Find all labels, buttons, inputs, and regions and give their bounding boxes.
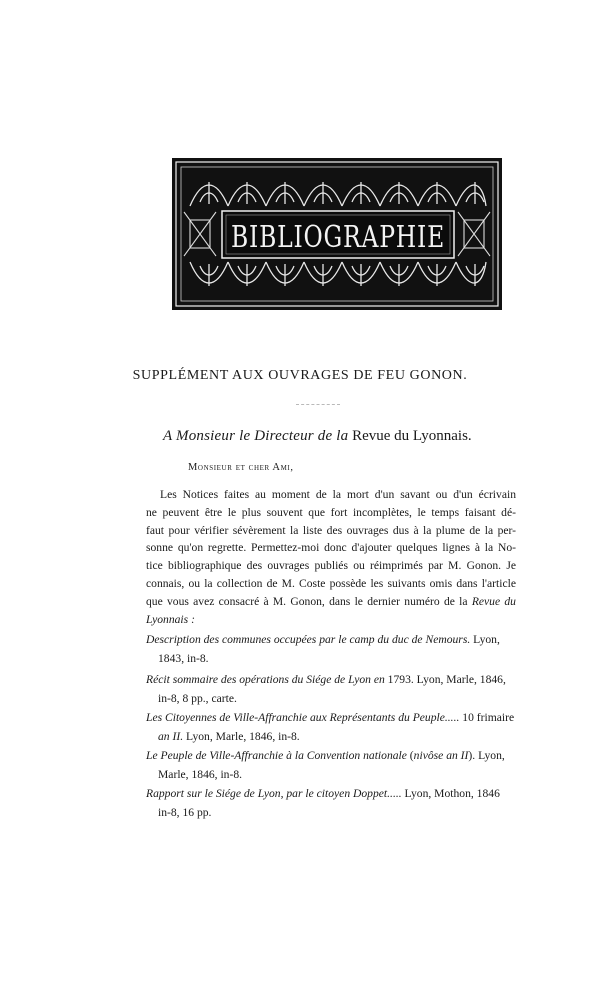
- bibliography-entry: Rapport sur le Siége de Lyon, par le citoyen Doppet..... Lyon, Mothon, 1846 in-8, 16 pp.: [146, 784, 518, 822]
- section-heading: SUPPLÉMENT AUX OUVRAGES DE FEU GONON.: [132, 368, 468, 383]
- separator-rule: [296, 404, 340, 406]
- entry-details: in-8, 16 pp.: [158, 806, 212, 819]
- body-line: [146, 611, 516, 629]
- body-line: ne peuvent être le plus souvent que fort incomplètes, le temps faisant dé-: [146, 505, 516, 519]
- body-line: sonne qu'on regrette. Permettez-moi donc d'ajouter quelques lignes à la No-: [146, 541, 516, 555]
- address-journal: Revue du Lyonnais.: [352, 428, 472, 444]
- banner-title: BIBLIOGRAPHIE: [231, 220, 445, 255]
- entry-title: Rapport sur le Siége de Lyon, par le citoyen Doppet.....: [146, 787, 402, 800]
- entry-title: Les Citoyennes de Ville-Affranchie aux Représentants du Peuple.....: [146, 711, 460, 724]
- entry-details: an II. Lyon, Marle, 1846, in-8.: [158, 730, 300, 743]
- body-line: tice bibliographique des ouvrages publiés ou réimprimés par M. Gonon. Je: [146, 559, 516, 573]
- bibliography-entry: Description des communes occupées par le camp du duc de Nemours. Lyon, 1843, in-8.: [146, 630, 518, 668]
- entry-title: Récit sommaire des opérations du Siége de Lyon en: [146, 673, 385, 686]
- entry-details: Marle, 1846, in-8.: [158, 768, 243, 781]
- address-italic: A Monsieur le Directeur de la: [163, 428, 349, 444]
- banner-ornament: [172, 158, 502, 310]
- body-line: faut pour vérifier sévèrement la liste des ouvrages dus à la plume de la per-: [146, 523, 516, 537]
- bibliography-entry: Les Citoyennes de Ville-Affranchie aux Représentants du Peuple..... 10 frimaire an II. Lyon, Marle, 1846, in-8.: [146, 708, 518, 746]
- entry-details: 1843, in-8.: [158, 652, 209, 665]
- letter-body: [146, 486, 516, 628]
- bibliography-entry: Récit sommaire des opérations du Siége de Lyon en 1793. Lyon, Marle, 1846, in-8, 8 pp., carte.: [146, 670, 518, 708]
- body-line-with-ref: que vous avez consacré à M. Gonon, dans le dernier numéro de la Revue du: [146, 594, 516, 608]
- salutation: Monsieur et cher Ami,: [188, 462, 294, 473]
- entry-details: in-8, 8 pp., carte.: [158, 692, 237, 705]
- entry-title: Le Peuple de Ville-Affranchie à la Convention nationale: [146, 749, 407, 762]
- journal-ref: Revue du: [471, 594, 516, 608]
- bibliographie-banner: [172, 158, 502, 310]
- bibliography-entry: Le Peuple de Ville-Affranchie à la Convention nationale (nivôse an II). Lyon, Marle, 1846, in-8.: [146, 746, 518, 784]
- entry-title: Description des communes occupées par le camp du duc de Nemours.: [146, 633, 471, 646]
- journal-ref-end: Lyonnais :: [146, 612, 195, 626]
- letter-address: [163, 428, 472, 445]
- body-line: connais, ou la collection de M. Coste possède les suivants omis dans l'article: [146, 576, 516, 590]
- body-line: Les Notices faites au moment de la mort d'un savant ou d'un écrivain: [160, 488, 516, 501]
